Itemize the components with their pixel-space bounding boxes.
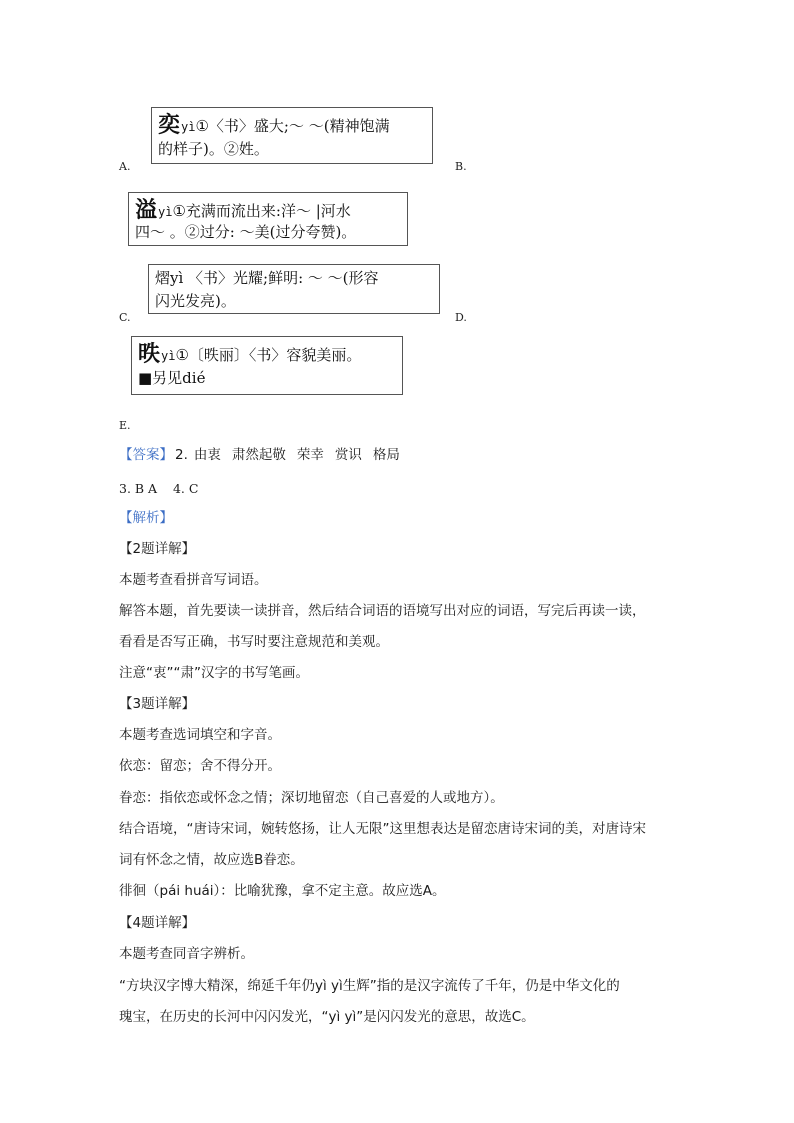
q2-title: 【2题详解】: [119, 541, 196, 557]
option-c-definition-1: 熠yì 〈书〉光耀;鲜明: ～ ～(形容: [155, 269, 379, 287]
option-d-label: D.: [455, 311, 467, 324]
q3-line: 本题考查选词填空和字音。: [119, 727, 281, 743]
option-b-dictionary-box: [128, 192, 408, 246]
option-b-label: B.: [455, 160, 467, 173]
option-a-label: A.: [119, 160, 131, 173]
option-a-pinyin: yì: [181, 120, 196, 134]
option-a-dictionary-box: [151, 107, 433, 164]
option-a-definition-2: 的样子)。②姓。: [158, 140, 269, 158]
option-e-pinyin: yì: [161, 349, 176, 363]
q2-line: 本题考查看拼音写词语。: [119, 572, 268, 588]
q2-line: 解答本题，首先要读一读拼音，然后结合词语的语境写出对应的词语，写完后再读一读，: [119, 603, 646, 619]
answer-tag: 【答案】: [119, 447, 173, 463]
answer-q2-number: 2.: [175, 447, 188, 463]
option-a-character: 奕: [158, 112, 181, 138]
answer-q3-q4: 3. B A 4. C: [119, 481, 199, 496]
answer-word: 荣幸: [296, 447, 324, 463]
option-c-definition-2: 闪光发亮)。: [155, 292, 236, 310]
q3-line: 眷恋：指依恋或怀念之情；深切地留恋（自己喜爱的人或地方）。: [119, 790, 504, 806]
option-b-pinyin: yì: [158, 205, 173, 219]
q3-line: 依恋：留恋；舍不得分开。: [119, 758, 281, 774]
option-e-character: 昳: [138, 341, 161, 367]
q4-title: 【4题详解】: [119, 915, 196, 931]
q4-line: 本题考查同音字辨析。: [119, 946, 254, 962]
option-e-definition-1: ①〔昳丽〕〈书〉容貌美丽。: [175, 346, 362, 364]
option-b-character: 溢: [135, 197, 158, 223]
q3-line: 词有怀念之情，故应选B眷恋。: [119, 852, 304, 868]
q3-title: 【3题详解】: [119, 696, 196, 712]
option-c-dictionary-box: [148, 264, 440, 314]
option-b-definition-2: 四～ 。②过分: ～美(过分夸赞)。: [135, 223, 357, 241]
q2-line: 看看是否写正确，书写时要注意规范和美观。: [119, 634, 389, 650]
q3-line: 徘徊（pái huái）：比喻犹豫，拿不定主意。故应选A。: [119, 883, 446, 899]
option-e-dictionary-box: [131, 336, 403, 395]
answer-line: [119, 445, 411, 465]
q4-line: 瑰宝，在历史的长河中闪闪发光，“yì yì”是闪闪发光的意思，故选C。: [119, 1009, 535, 1025]
option-b-definition-1: ①充满而流出来:洋～ |河水: [172, 202, 351, 220]
answer-word: 赏识: [334, 447, 362, 463]
answer-word: 肃然起敬: [231, 447, 286, 463]
q2-line: 注意“衷”“肃”汉字的书写笔画。: [119, 665, 309, 681]
analysis-tag: 【解析】: [119, 510, 173, 526]
q3-line: 结合语境，“唐诗宋词，婉转悠扬，让人无限”这里想表达是留恋唐诗宋词的美，对唐诗宋: [119, 821, 646, 837]
option-e-label: E.: [119, 419, 131, 432]
q4-line: “方块汉字博大精深，绵延千年仍yì yì生辉”指的是汉字流传了千年，仍是中华文化的: [119, 978, 620, 994]
answer-word: 由衷: [193, 447, 221, 463]
option-a-definition-1: ①〈书〉盛大;～ ～(精神饱满: [195, 117, 390, 135]
answer-word: 格局: [372, 447, 400, 463]
option-e-definition-2: ■另见dié: [138, 369, 206, 387]
option-c-label: C.: [119, 311, 131, 324]
